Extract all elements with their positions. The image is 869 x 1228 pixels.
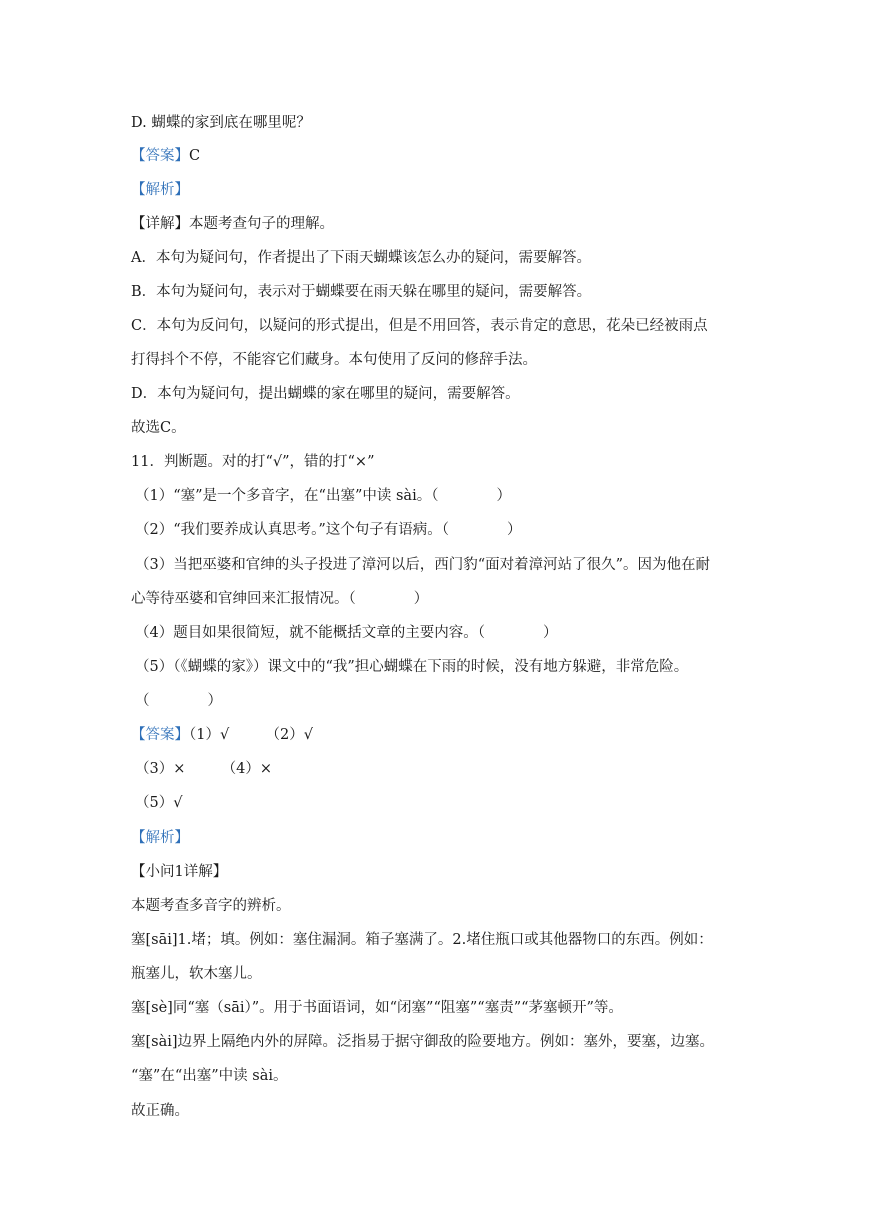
q11-item-3-2: 心等待巫婆和官绅回来汇报情况。（ ） bbox=[131, 591, 429, 607]
detail-intro: 【详解】本题考查句子的理解。 bbox=[131, 216, 334, 232]
q11-item-3-1: （3）当把巫婆和官绅的头子投进了漳河以后，西门豹“面对着漳河站了很久”。因为他在耐 bbox=[135, 557, 711, 573]
explain-c-2: 打得抖个不停，不能容它们藏身。本句使用了反问的修辞手法。 bbox=[131, 352, 537, 368]
q11-item-5-1: （5）（《蝴蝶的家》）课文中的“我”担心蝴蝶在下雨的时候，没有地方躲避，非常危险。 bbox=[135, 659, 689, 675]
analysis-label: 【解析】 bbox=[131, 830, 189, 846]
answer-label: 【答案】 bbox=[131, 727, 189, 743]
option-d-question: D. 蝴蝶的家到底在哪里呢？ bbox=[131, 115, 311, 131]
q11-item-1: （1）“塞”是一个多音字，在“出塞”中读 sài。（ ） bbox=[135, 488, 511, 504]
sai1-definition-1: 塞[sāi]1.堵；填。例如：塞住漏洞。箱子塞满了。2.堵住瓶口或其他器物口的东西。例如： bbox=[131, 932, 713, 948]
explain-a: A．本句为疑问句，作者提出了下雨天蝴蝶该怎么办的疑问，需要解答。 bbox=[131, 250, 591, 266]
conclusion-correct: 故正确。 bbox=[131, 1103, 189, 1119]
analysis-label: 【解析】 bbox=[131, 182, 189, 198]
choose-c: 故选C。 bbox=[131, 420, 186, 436]
answer-line-q11 bbox=[131, 725, 313, 745]
polyphone-intro: 本题考查多音字的辨析。 bbox=[131, 898, 291, 914]
answer-value-5: （5）√ bbox=[135, 795, 183, 811]
q11-item-2: （2）“我们要养成认真思考。”这个句子有语病。（ ） bbox=[135, 522, 522, 538]
explain-b: B．本句为疑问句，表示对于蝴蝶要在雨天躲在哪里的疑问，需要解答。 bbox=[131, 284, 592, 300]
analysis-label-q10 bbox=[131, 180, 189, 200]
answer-values-3-4: （3）× （4）× bbox=[135, 761, 272, 777]
question-11-title: 11．判断题。对的打“√”，错的打“×” bbox=[131, 454, 375, 470]
explain-c-1: C．本句为反问句，以疑问的形式提出，但是不用回答，表示肯定的意思，花朵已经被雨点 bbox=[131, 318, 708, 334]
explain-d: D．本句为疑问句，提出蝴蝶的家在哪里的疑问，需要解答。 bbox=[131, 386, 520, 402]
answer-values-1-2: （1）√ （2）√ bbox=[189, 727, 313, 743]
chusai-reading: “塞”在“出塞”中读 sài。 bbox=[131, 1068, 288, 1084]
sub-question-1-detail: 【小问1详解】 bbox=[131, 864, 228, 880]
se-definition: 塞[sè]同“塞（sāi）”。用于书面语词，如“闭塞”“阻塞”“塞责”“茅塞顿开”等。 bbox=[131, 1000, 623, 1016]
answer-value: C bbox=[189, 148, 201, 164]
sai1-definition-2: 瓶塞儿，软木塞儿。 bbox=[131, 966, 262, 982]
answer-label: 【答案】 bbox=[131, 148, 189, 164]
analysis-label-q11 bbox=[131, 828, 189, 848]
q11-item-4: （4）题目如果很简短，就不能概括文章的主要内容。（ ） bbox=[135, 625, 558, 641]
q11-item-5-2: （ ） bbox=[135, 693, 222, 709]
answer-line-q10 bbox=[131, 146, 200, 166]
sai4-definition: 塞[sài]边界上隔绝内外的屏障。泛指易于据守御敌的险要地方。例如：塞外，要塞，边塞。 bbox=[131, 1034, 715, 1050]
